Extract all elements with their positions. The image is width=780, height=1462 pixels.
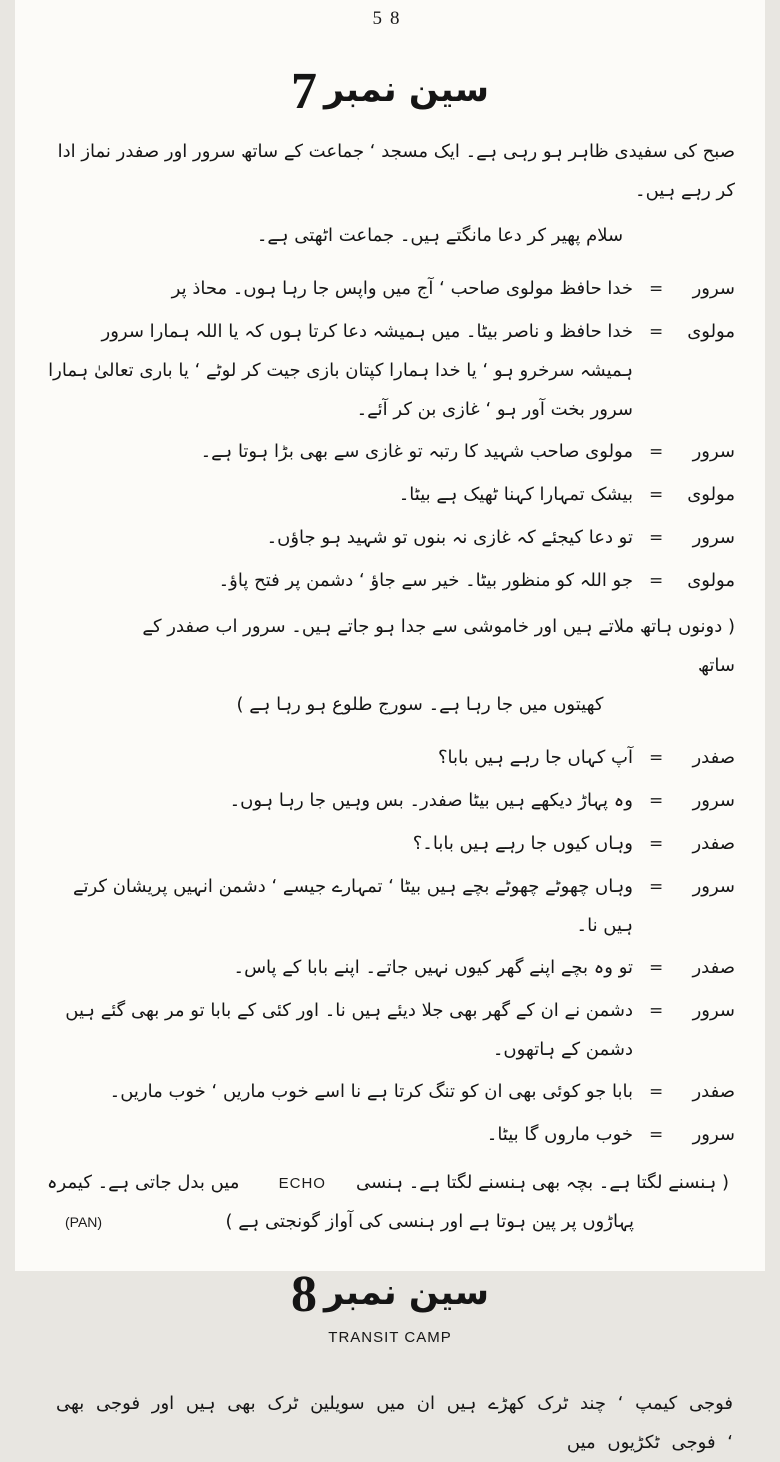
- speaker-name: صفدر: [692, 833, 735, 854]
- speaker-label: [633, 1115, 735, 1155]
- scene-7-heading: [45, 63, 735, 120]
- scene-8-intro: فوجی کیمپ ‘ چند ٹرک کھڑے ہیں ان میں سویلین ٹرک بھی ہیں اور فوجی بھی ‘ فوجی ٹکڑیوں میں: [56, 1393, 733, 1453]
- scene-7-intro-line-2: سلام پھیر کر دعا مانگتے ہیں۔ جماعت اٹھتی ہے۔: [256, 225, 624, 246]
- dialogue-text: خوب ماروں گا بیٹا۔: [486, 1124, 633, 1145]
- speaker-label: [633, 781, 735, 821]
- dialogue-text: خدا حافظ مولوی صاحب ‘ آج میں واپس جا رہا ہوں۔ محاذ پر: [171, 278, 633, 299]
- speaker-name: سرور: [692, 1000, 735, 1021]
- dialogue-text: وہ پہاڑ دیکھے ہیں بیٹا صفدر۔ بس وہیں جا رہا ہوں۔: [229, 790, 633, 811]
- closing-direction-right-text: ( ہنسنے لگتا ہے۔ بچہ بھی ہنسنے لگتا ہے۔ ہنسی: [355, 1172, 729, 1193]
- dialogue-row: [45, 518, 735, 558]
- scene-8-heading: [45, 1266, 735, 1323]
- equals-sign: =: [649, 322, 664, 342]
- dialogue-text: بابا جو کوئی بھی ان کو تنگ کرتا ہے نا اسے خوب ماریں ‘ خوب ماریں۔: [109, 1081, 633, 1102]
- equals-sign: =: [649, 958, 664, 978]
- equals-sign: =: [649, 528, 664, 548]
- scene-7-intro-line-1: صبح کی سفیدی ظاہر ہو رہی ہے۔ ایک مسجد ‘ جماعت کے ساتھ سرور اور صفدر نماز ادا کر رہے ہیں۔: [57, 141, 735, 201]
- speaker-label: [633, 475, 735, 515]
- scene-8-heading-label: سین نمبر: [323, 1272, 490, 1313]
- speaker-label: [633, 948, 735, 988]
- speaker-name: صفدر: [692, 747, 735, 768]
- speaker-label: [633, 312, 735, 352]
- equals-sign: =: [649, 748, 664, 768]
- equals-sign: =: [649, 877, 664, 897]
- equals-sign: =: [649, 279, 664, 299]
- dialogue-text: مولوی صاحب شہید کا رتبہ تو غازی سے بھی بڑا ہوتا ہے۔: [200, 441, 633, 462]
- closing-direction-line-2: [45, 1202, 735, 1241]
- speaker-label: [633, 824, 735, 864]
- equals-sign: =: [649, 791, 664, 811]
- dialogue-text: تو وہ بچے اپنے گھر کیوں نہیں جاتے۔ اپنے بابا کے پاس۔: [233, 957, 633, 978]
- dialogue-row: [45, 948, 735, 988]
- speaker-label: [633, 1072, 735, 1112]
- speaker-label: [633, 991, 735, 1031]
- dialogue-row: [45, 1115, 735, 1155]
- scene-8-heading-number: 8: [290, 1266, 317, 1323]
- dialogue-text: جو اللہ کو منظور بیٹا۔ خیر سے جاؤ ‘ دشمن پر فتح پاؤ۔: [218, 570, 633, 591]
- equals-sign: =: [649, 1082, 664, 1102]
- closing-direction-left-text: میں بدل جاتی ہے۔ کیمرہ: [47, 1172, 240, 1193]
- speaker-label: [633, 269, 735, 309]
- dialogue-text: وہاں کیوں جا رہے ہیں بابا۔؟: [412, 833, 633, 854]
- equals-sign: =: [649, 442, 664, 462]
- speaker-label: [633, 867, 735, 907]
- scene-7-heading-number: 7: [290, 63, 317, 120]
- speaker-label: [633, 432, 735, 472]
- speaker-name: صفدر: [692, 1081, 735, 1102]
- page-number: 58: [372, 8, 408, 29]
- speaker-name: مولوی: [687, 484, 735, 505]
- dialogue-text: وہاں چھوٹے چھوٹے بچے ہیں بیٹا ‘ تمہارے جیسے ‘ دشمن انہیں پریشان کرتے ہیں نا۔: [72, 876, 633, 936]
- dialogue-row: [45, 561, 735, 601]
- scene-8-subheading: TRANSIT CAMP: [328, 1329, 452, 1346]
- dialogue-row: [45, 432, 735, 472]
- pan-label: (PAN): [65, 1214, 103, 1230]
- speaker-label: [633, 518, 735, 558]
- speaker-label: [633, 738, 735, 778]
- speaker-name: سرور: [692, 278, 735, 299]
- dialogue-text: آپ کہاں جا رہے ہیں بابا؟: [438, 747, 633, 768]
- dialogue-text: دشمن نے ان کے گھر بھی جلا دیئے ہیں نا۔ اور کئی کے بابا تو مر بھی گئے ہیں دشمن کے ہاتھوں۔: [65, 1000, 633, 1060]
- equals-sign: =: [649, 1125, 664, 1145]
- dialogue-row: [45, 781, 735, 821]
- closing-direction-line-1: [45, 1163, 735, 1202]
- scanned-script-page: [15, 0, 765, 1453]
- scene-7-dialogues: [45, 269, 735, 601]
- speaker-name: سرور: [692, 876, 735, 897]
- stage-direction-line-2: کھیتوں میں جا رہا ہے۔ سورج طلوع ہو رہا ہے ): [236, 694, 604, 715]
- speaker-name: مولوی: [687, 570, 735, 591]
- dialogue-row: [45, 991, 735, 1069]
- equals-sign: =: [649, 1001, 664, 1021]
- stage-direction-line-1: ( دونوں ہاتھ ملاتے ہیں اور خاموشی سے جدا ہو جاتے ہیں۔ سرور اب صفدر کے ساتھ: [142, 616, 735, 676]
- speaker-name: سرور: [692, 441, 735, 462]
- equals-sign: =: [649, 485, 664, 505]
- speaker-name: سرور: [692, 790, 735, 811]
- dialogue-row: [45, 738, 735, 778]
- speaker-label: [633, 561, 735, 601]
- equals-sign: =: [649, 571, 664, 591]
- speaker-name: مولوی: [687, 321, 735, 342]
- dialogue-text: بیشک تمہارا کہنا ٹھیک ہے بیٹا۔: [398, 484, 633, 505]
- dialogue-row: [45, 824, 735, 864]
- speaker-name: صفدر: [692, 957, 735, 978]
- closing-direction-text: پہاڑوں پر پین ہوتا ہے اور ہنسی کی آواز گونجتی ہے ): [225, 1211, 634, 1232]
- speaker-name: سرور: [692, 527, 735, 548]
- dialogue-row: [45, 269, 735, 309]
- dialogue-text: تو دعا کیجئے کہ غازی نہ بنوں تو شہید ہو جاؤں۔: [266, 527, 633, 548]
- scene-7-heading-label: سین نمبر: [323, 69, 490, 110]
- dialogue-row: [45, 475, 735, 515]
- speaker-name: سرور: [692, 1124, 735, 1145]
- dialogue-text: خدا حافظ و ناصر بیٹا۔ میں ہمیشہ دعا کرتا ہوں کہ یا اللہ ہمارا سرور ہمیشہ سرخرو ہو ‘ یا خدا ہمارا کپتان بازی جیت کر لوٹے ‘ یا باری تعالیٰ ہمارا سرور بخت آور ہو ‘ غازی بن کر آئے۔: [48, 321, 633, 420]
- dialogue-row: [45, 1072, 735, 1112]
- echo-label: ECHO: [278, 1175, 326, 1192]
- equals-sign: =: [649, 834, 664, 854]
- scene-7-dialogues-continued: [45, 738, 735, 1155]
- dialogue-row: [45, 867, 735, 945]
- dialogue-row: [45, 312, 735, 429]
